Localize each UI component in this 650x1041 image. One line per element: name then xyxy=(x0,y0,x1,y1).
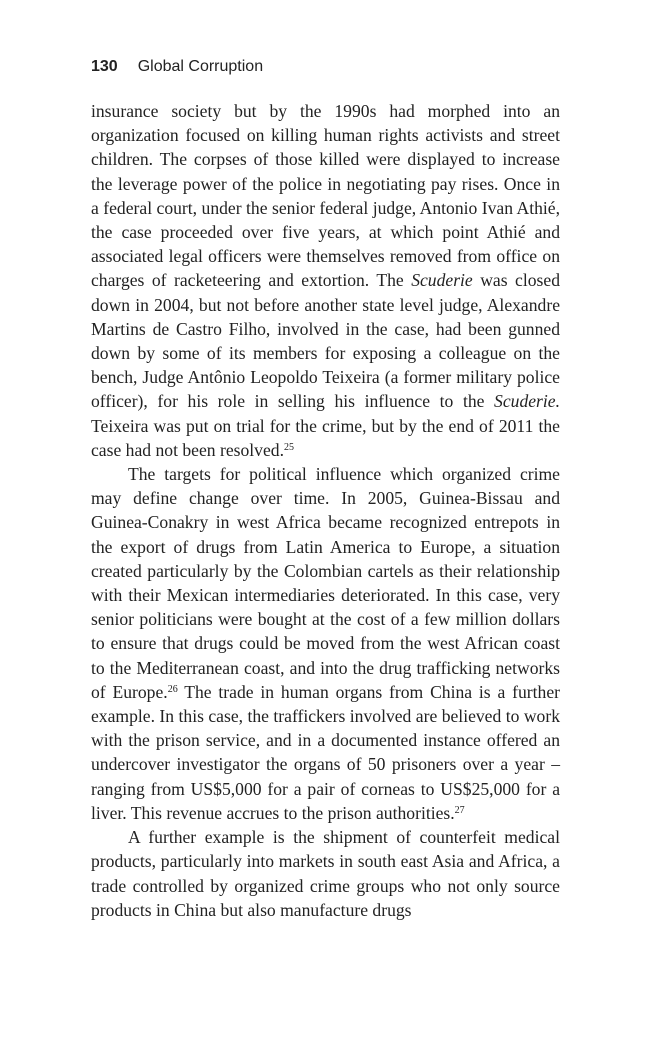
footnote-ref: 26 xyxy=(167,683,178,695)
paragraph-2 xyxy=(91,462,560,825)
page-number: 130 xyxy=(91,58,118,75)
text-run: insurance society but by the 1990s had morphed into an organization focused on killing human rights activists and street children. The corpses of those killed were displayed to increase the leverage power of the police in negotiating pay rises. Once in a federal court, under the senior federal judge, Antonio Ivan Athié, the case proceeded over five years, at which point Athié and associated legal officers were themselves removed from office on charges of racketeering and extortion. The xyxy=(91,101,560,291)
italic-term: Scuderie. xyxy=(494,391,560,412)
footnote-ref: 25 xyxy=(283,441,294,453)
text-run: Teixeira was put on trial for the crime, but by the end of 2011 the case had not been resolved. xyxy=(91,415,560,460)
text-run: was closed down in 2004, but not before another state level judge, Alexandre Martins de Castro Filho, involved in the case, had been gunned down by some of its members for exposing a colleague on the bench, Judge Antônio Leopoldo Teixeira (a former military police officer), for his role in selling his influence to the xyxy=(91,270,560,412)
running-head xyxy=(91,56,263,78)
paragraph-3 xyxy=(91,825,560,922)
paragraph-1 xyxy=(91,99,560,462)
text-run: The trade in human organs from China is a further example. In this case, the traffickers involved are believed to work with the prison service, and in a documented instance offered an undercover investigator the organs of 50 prisoners over a year – ranging from US$5,000 for a pair of corneas to US$25,000 for a liver. This revenue accrues to the prison authorities. xyxy=(91,681,560,823)
text-run: A further example is the shipment of counterfeit medical products, particularly into markets in south east Asia and Africa, a trade controlled by organized crime groups who not only source products in China but also manufacture drugs xyxy=(91,827,560,920)
text-run: The targets for political influence which organized crime may define change over time. In 2005, Guinea-Bissau and Guinea-Conakry in west Africa became recognized entrepots in the export of drugs from Latin America to Europe, a situation created particularly by the Colombian cartels as their relationship with their Mexican intermediaries deteriorated. In this case, very senior politicians were bought at the cost of a few million dollars to ensure that drugs could be moved from the west African coast to the Mediterranean coast, and into the drug trafficking networks of Europe. xyxy=(91,464,560,702)
body-text xyxy=(91,99,560,922)
running-head-title: Global Corruption xyxy=(137,58,264,75)
footnote-ref: 27 xyxy=(454,804,465,816)
italic-term: Scuderie xyxy=(411,270,473,291)
